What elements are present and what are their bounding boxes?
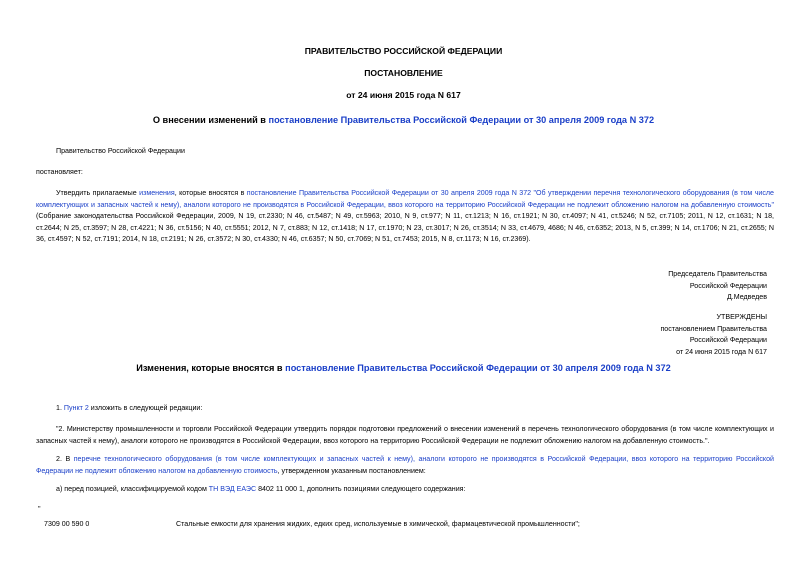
approved-heading: УТВЕРЖДЕНЫ <box>716 313 767 321</box>
decree-372-link[interactable]: постановление Правительства Российской Федерации от 30 апреля 2009 года N 372 "Об утверждении перечня технологического оборудования (в том числе комплектующих и запасных частей к нему), аналоги которого не производятся в Российской Федерации, ввоз которого на территорию Российской Федерации не подлежит обложению налогом на добавленную стоимость" <box>36 189 774 209</box>
changes-title-prefix: Изменения, которые вносятся в <box>136 363 286 373</box>
header-date-number: от 24 июня 2015 года N 617 <box>346 90 461 100</box>
signature-block <box>668 269 767 304</box>
decree-paragraph <box>36 188 774 246</box>
item-1-text: изложить в следующей редакции: <box>88 404 203 412</box>
approved-by: постановлением Правительства <box>660 324 767 333</box>
item-2a <box>56 484 465 496</box>
signature-name: Д.Медведев <box>726 293 767 302</box>
item-1 <box>56 403 202 415</box>
approved-country: Российской Федерации <box>689 336 767 345</box>
table-row-description: Стальные емкости для хранения жидких, едких сред, используемые в химической, фармацевтической промышленности"; <box>176 520 580 528</box>
item-2a-text-1: а) перед позицией, классифицируемой кодом <box>56 485 209 493</box>
changes-title-link[interactable]: постановление Правительства Российской Федерации от 30 апреля 2009 года N 372 <box>285 363 671 373</box>
title-link-decree-372[interactable]: постановление Правительства Российской Федерации от 30 апреля 2009 года N 372 <box>268 115 655 125</box>
table-row-code: 7309 00 590 0 <box>44 520 90 528</box>
approved-date: от 24 июня 2015 года N 617 <box>676 347 767 356</box>
decree-text-2: , которые вносятся в <box>174 189 247 197</box>
point-2-link[interactable]: Пункт 2 <box>63 404 89 412</box>
header-doc-type: ПОСТАНОВЛЕНИЕ <box>364 68 443 78</box>
opening-quote-mark: " <box>38 505 41 513</box>
changes-title <box>0 362 807 374</box>
preamble-government: Правительство Российской Федерации <box>56 147 185 155</box>
equipment-list-link[interactable]: перечне технологического оборудования (в том числе комплектующих и запасных частей к нему), аналоги которого не производятся в Российской Федерации, ввоз которого на территорию Российской Федерации не подлежит обложению налогом на добавленную стоимость <box>36 455 774 475</box>
item-2-number: 2. В <box>56 455 74 463</box>
tn-ved-link[interactable]: ТН ВЭД ЕАЭС <box>208 485 257 493</box>
document-title <box>0 114 807 126</box>
header-org: ПРАВИТЕЛЬСТВО РОССИЙСКОЙ ФЕДЕРАЦИИ <box>304 46 503 56</box>
decree-text-1: Утвердить прилагаемые <box>56 189 140 197</box>
item-2a-text-2: 8402 11 000 1, дополнить позициями следующего содержания: <box>256 485 466 493</box>
item-2-text: , утвержденном указанным постановлением: <box>277 466 426 475</box>
preamble-decrees: постановляет: <box>36 168 83 176</box>
item-1-number: 1. <box>56 404 64 412</box>
title-prefix: О внесении изменений в <box>152 115 269 125</box>
approved-block <box>660 312 767 358</box>
item-1-quote: "2. Министерству промышленности и торговли Российской Федерации утвердить порядок подготовки предложений о внесении изменений в перечень технологического оборудования (в том числе комплектующих и запасных частей к нему), аналоги которого не производятся в Российской Федерации, ввоз которого на территорию Российской Федерации не подлежит обложению налогом на добавленную стоимость.". <box>36 425 774 445</box>
signature-position: Председатель Правительства <box>668 270 767 278</box>
item-2 <box>36 454 774 477</box>
decree-text-3: (Собрание законодательства Российской Федерации, 2009, N 19, ст.2330; N 46, ст.5487; N 49, ст.5963; 2010, N 9, ст.977; N 11, ст.1213; N 16, ст.1921; N 30, ст.4097; N 41, ст.5246; N 52, ст.7105; 2011, N 12, ст.1631; N 18, ст.2644; N 25, ст.3597; N 28, ст.4221; N 36, ст.5156; N 40, ст.5551; 2012, N 7, ст.883; N 12, ст.1418; N 17, ст.1970; N 23, ст.3017; N 26, ст.3514; N 33, ст.4679, 4686; N 46, ст.6352; 2013, N 5, ст.399; N 14, ст.1706; N 21, ст.2655; N 36, ст.4597; N 52, ст.7191; 2014, N 18, ст.2191; N 26, ст.3572; N 30, ст.4330; N 46, ст.6357; N 50, ст.7069; N 51, ст.7453; 2015, N 8, ст.1173; N 16, ст.2369). <box>36 212 774 244</box>
changes-link[interactable]: изменения <box>139 189 175 197</box>
signature-country: Российской Федерации <box>689 281 767 290</box>
